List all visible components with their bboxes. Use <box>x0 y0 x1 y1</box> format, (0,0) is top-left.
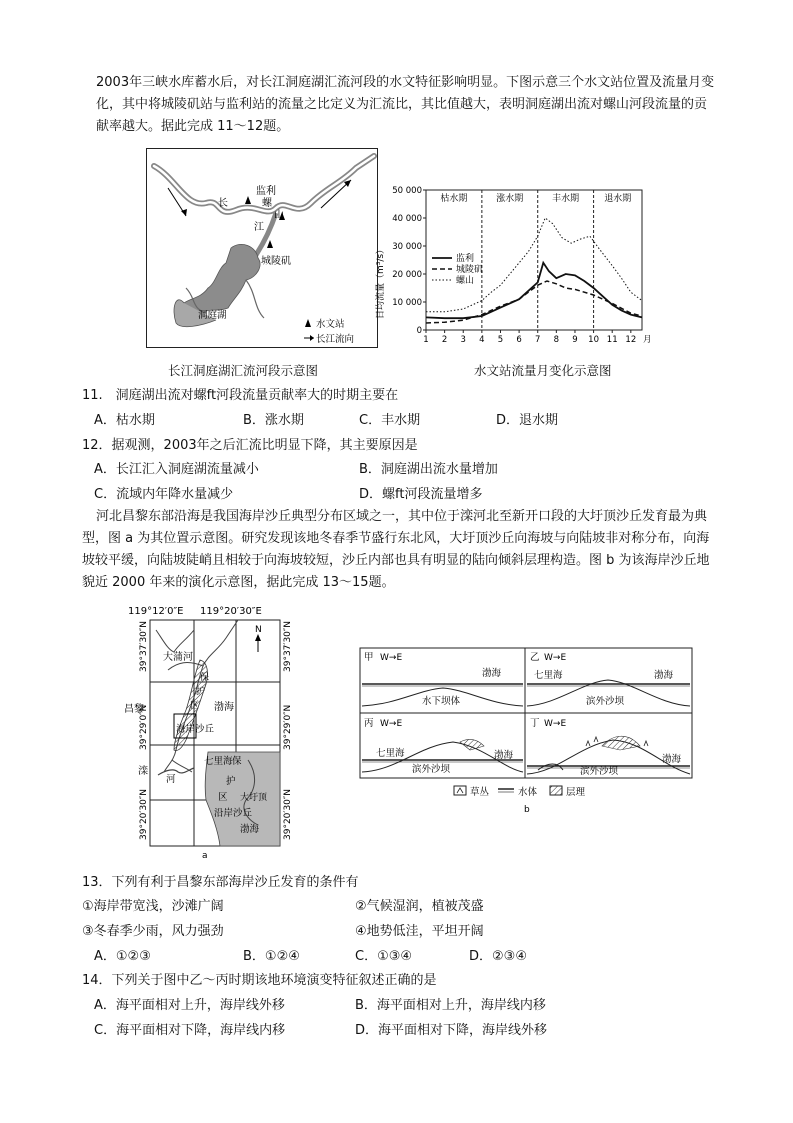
chart-ylabel: 日均流量（m³/s） <box>376 244 386 320</box>
panel-jia-dir: W→E <box>380 653 403 663</box>
q11-option-d[interactable]: D．退水期 <box>496 413 559 428</box>
chart1-caption: 水文站流量月变化示意图 <box>474 363 612 378</box>
q14-option-b[interactable]: B．海平面相对上升，海岸线内移 <box>355 998 546 1013</box>
q14-option-d[interactable]: D．海平面相对下降，海岸线外移 <box>355 1023 548 1038</box>
fig-a-label: a <box>202 851 208 861</box>
lat-right-2: 39°29′0″N <box>283 704 293 750</box>
x-tick-label: 3 <box>460 335 466 345</box>
dune-evolution-figure <box>358 646 694 816</box>
q13-option-b[interactable]: B．①②④ <box>243 949 300 964</box>
label-daxuding: 大圩顶 <box>240 793 268 803</box>
q11-option-b[interactable]: B．涨水期 <box>243 413 304 428</box>
series-line-城陵矶 <box>426 281 642 323</box>
legend-label: 城陵矶 <box>456 265 484 275</box>
period-label: 枯水期 <box>440 194 468 204</box>
intro-paragraph-2: 河北昌黎东部沿海是我国海岸沙丘典型分布区域之一，其中位于滦河北至新开口段的大圩顶沙丘发育最为典型，图 a 为其位置示意图。研究发现该地冬春季节盛行东北风，大圩顶沙丘向海坡与向陆坡非对称分布，向海坡较平缓，向陆坡陡峭且相较于向海坡较短，沙丘内部也具有明显的陆向倾斜层理构造。图 b 为该海岸沙丘地貌近 2000 年来的演化示意图，据此完成 13～15题。 <box>82 509 710 590</box>
panel-jia-sea: 渤海 <box>482 668 502 679</box>
period-label: 丰水期 <box>552 194 580 204</box>
flow-chart <box>366 182 656 358</box>
x-tick-label: 9 <box>572 335 578 345</box>
lon-label-2: 119°20′30″E <box>200 606 262 617</box>
label-reserve-hu: 护 <box>226 776 236 787</box>
label-chenglingji: 城陵矶 <box>261 256 291 267</box>
q12-option-a[interactable]: A．长江汇入洞庭湖流量减小 <box>94 462 259 477</box>
x-tick-label: 7 <box>535 335 541 345</box>
panel-ding-sea: 渤海 <box>662 754 682 765</box>
panel-bing-dir: W→E <box>380 719 403 729</box>
label-jianli: 监利 <box>256 186 276 197</box>
lat-right-1: 39°37′30″N <box>283 621 293 672</box>
q13-option-d[interactable]: D．②③④ <box>469 949 527 964</box>
y-tick-label: 0 <box>416 326 422 336</box>
x-tick-label: 1 <box>423 335 429 345</box>
legend-label: 监利 <box>456 254 475 264</box>
lon-label-1: 119°12′0″E <box>128 606 184 617</box>
x-tick-label: 5 <box>497 335 504 345</box>
x-unit-label: 月 <box>643 335 652 345</box>
changli-location-map <box>108 600 318 862</box>
lat-right-3: 39°20′30″N <box>283 789 293 840</box>
label-shan: 山 <box>274 210 284 221</box>
fig-b-label: b <box>524 805 530 815</box>
q13-condition-3: ③冬春季少雨，风力强劲 <box>82 924 224 939</box>
label-qu: 区 <box>190 701 200 711</box>
label-hu: 护 <box>196 687 206 697</box>
q12-stem: 12．据观测，2003年之后汇流比明显下降，其主要原因是 <box>82 438 418 453</box>
q14-option-a[interactable]: A．海平面相对上升，海岸线外移 <box>94 998 285 1013</box>
label-chang: 长 <box>218 198 228 209</box>
y-tick-label: 40 000 <box>392 214 422 224</box>
q13-option-c[interactable]: C．①③④ <box>355 949 413 964</box>
q13-condition-2: ②气候湿润，植被茂盛 <box>355 899 484 914</box>
label-jiang: 江 <box>254 222 264 233</box>
panel-yi-sea: 渤海 <box>654 670 674 681</box>
legend-station: 水文站 <box>316 319 345 330</box>
x-tick-label: 6 <box>516 335 522 345</box>
q11-option-c[interactable]: C．丰水期 <box>359 413 421 428</box>
label-dongtinghu: 洞庭湖 <box>198 310 227 321</box>
yangtze-dongting-map <box>146 148 378 348</box>
label-dapuhe: 大蒲河 <box>163 652 193 663</box>
label-qilihai: 七里海 <box>204 756 233 767</box>
q13-condition-4: ④地势低洼，平坦开阔 <box>355 924 484 939</box>
y-tick-label: 20 000 <box>392 270 422 280</box>
x-tick-label: 12 <box>625 335 637 345</box>
y-tick-label: 30 000 <box>392 242 422 252</box>
legend-flow: 长江流向 <box>316 334 355 345</box>
map1-caption: 长江洞庭湖汇流河段示意图 <box>168 363 319 378</box>
panel-bing-body: 滨外沙坝 <box>412 764 451 775</box>
panel-yi-dir: W→E <box>544 653 567 663</box>
label-bohai-2: 渤海 <box>240 824 260 835</box>
panel-ding-body: 滨外沙坝 <box>580 766 619 777</box>
panel-bing-name: 丙 <box>364 718 374 729</box>
q14-option-c[interactable]: C．海平面相对下降，海岸线内移 <box>94 1023 286 1038</box>
q11-stem: 11. 洞庭湖出流对螺ft河段流量贡献率大的时期主要在 <box>82 388 399 403</box>
panel-yi-lagoon: 七里海 <box>534 670 563 681</box>
label-coastal-dune: 沿岸沙丘 <box>214 808 253 819</box>
label-bohai: 渤海 <box>214 702 234 713</box>
q11-option-a[interactable]: A．枯水期 <box>94 413 155 428</box>
label-luo: 螺 <box>262 198 272 209</box>
x-tick-label: 10 <box>588 335 600 345</box>
legend-grass: 草丛 <box>470 787 490 798</box>
legend-bedding-icon <box>550 786 562 795</box>
q13-option-a[interactable]: A．①②③ <box>94 949 151 964</box>
x-tick-label: 8 <box>553 335 560 345</box>
label-luan: 滦 <box>138 766 148 777</box>
label-bao: 保 <box>200 673 210 683</box>
panel-jia-body: 水下坝体 <box>422 696 461 707</box>
panel-yi-body: 滨外沙坝 <box>586 696 625 707</box>
intro-paragraph-1: 2003年三峡水库蓄水后，对长江洞庭湖汇流河段的水文特征影响明显。下图示意三个水文站位置及流量月变化，其中将城陵矶站与监利站的流量之比定义为汇流比，其比值越大，表明洞庭湖出流对螺山河段流量的贡献率越大。据此完成 11～12题。 <box>96 75 715 134</box>
panel-jia-name: 甲 <box>364 652 374 663</box>
lat-left-3: 39°20′30″N <box>139 789 149 840</box>
panel-ding-dir: W→E <box>544 719 567 729</box>
lat-left-1: 39°37′30″N <box>139 621 149 672</box>
label-he: 河 <box>166 774 176 785</box>
x-tick-label: 2 <box>441 335 448 345</box>
label-reserve-qu: 区 <box>218 792 228 803</box>
q13-stem: 13．下列有利于昌黎东部海岸沙丘发育的条件有 <box>82 875 359 890</box>
label-reserve-bao: 保 <box>232 756 242 767</box>
legend-water: 水体 <box>518 787 538 798</box>
x-tick-label: 4 <box>479 335 485 345</box>
panel-bing-lagoon: 七里海 <box>376 748 405 759</box>
q12-option-c[interactable]: C．流域内年降水量减少 <box>94 487 234 502</box>
legend-bedding: 层理 <box>566 787 586 798</box>
q14-stem: 14．下列关于图中乙～丙时期该地环境演变特征叙述正确的是 <box>82 973 437 988</box>
legend-label: 螺山 <box>456 276 475 286</box>
y-tick-label: 50 000 <box>392 186 422 196</box>
north-label: N <box>255 625 262 635</box>
panel-bing-sea: 渤海 <box>494 750 514 761</box>
q12-option-b[interactable]: B．洞庭湖出流水量增加 <box>359 462 498 477</box>
label-changli: 昌黎 <box>124 704 144 715</box>
y-tick-label: 10 000 <box>392 298 422 308</box>
q12-option-d[interactable]: D．螺ft河段流量增多 <box>359 487 483 502</box>
q13-condition-1: ①海岸带宽浅，沙滩广阔 <box>82 899 224 914</box>
panel-yi-name: 乙 <box>530 652 540 663</box>
period-label: 涨水期 <box>496 194 524 204</box>
lat-left-2: 39°29′0″N <box>139 704 149 750</box>
period-label: 退水期 <box>604 194 632 204</box>
label-shore-dune: 海岸沙丘 <box>176 724 215 735</box>
x-tick-label: 11 <box>606 335 618 345</box>
panel-ding-name: 丁 <box>530 718 540 729</box>
